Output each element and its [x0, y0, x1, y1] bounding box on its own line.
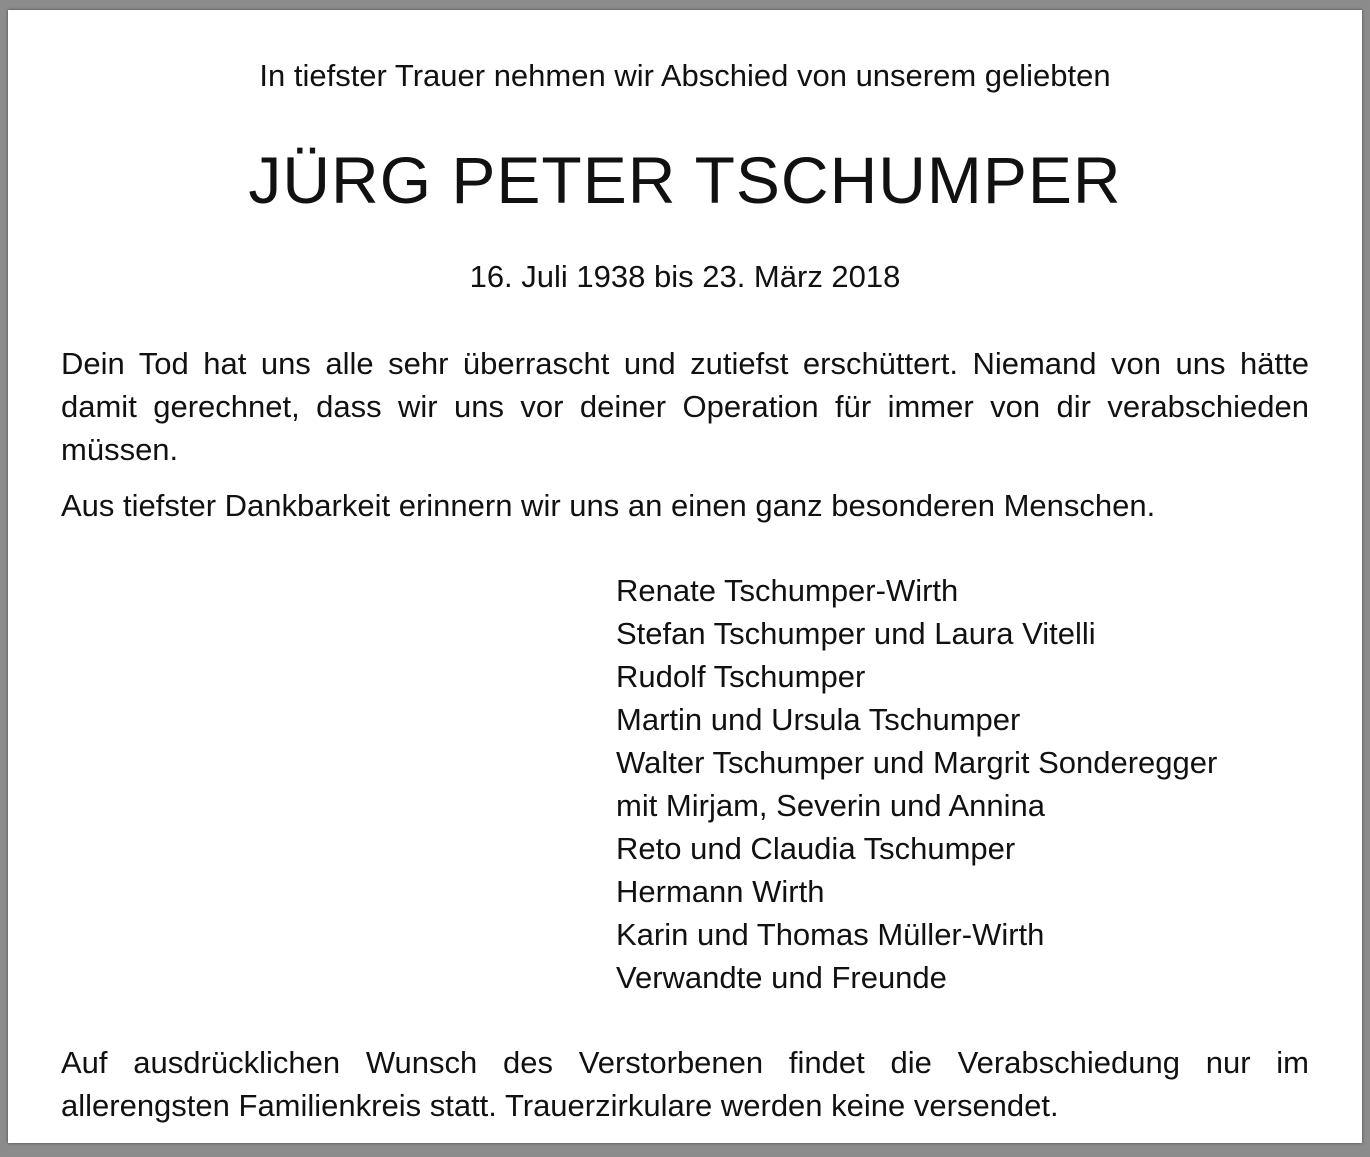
mourner-item: Reto und Claudia Tschumper [616, 831, 1016, 866]
message-paragraph: Dein Tod hat uns alle sehr überrascht und zutiefst erschüttert. Niemand von uns hätte damit gerechnet, dass wir uns vor deiner Operation für immer von dir verabschieden müssen. [61, 346, 1309, 467]
intro-line: In tiefster Trauer nehmen wir Abschied von unserem geliebten [259, 58, 1111, 93]
mourner-item: Karin und Thomas Müller-Wirth [616, 917, 1045, 952]
mourner-item: Martin und Ursula Tschumper [616, 702, 1021, 737]
closing-paragraph: Auf ausdrücklichen Wunsch des Verstorbenen findet die Verabschiedung nur im allerengsten Familienkreis statt. Trauerzirkulare werden keine versendet. [61, 1045, 1309, 1123]
gratitude-paragraph: Aus tiefster Dankbarkeit erinnern wir uns an einen ganz besonderen Menschen. [61, 488, 1156, 523]
mourner-item: Hermann Wirth [616, 874, 825, 909]
mourner-item: Walter Tschumper und Margrit Sonderegger [616, 745, 1218, 780]
mourner-item: Stefan Tschumper und Laura Vitelli [616, 616, 1096, 651]
mourner-item: mit Mirjam, Severin und Annina [616, 788, 1046, 823]
mourner-item: Rudolf Tschumper [616, 659, 866, 694]
deceased-name: JÜRG PETER TSCHUMPER [248, 143, 1122, 217]
mourner-item: Renate Tschumper-Wirth [616, 573, 959, 608]
mourners-list [616, 569, 1217, 999]
life-dates: 16. Juli 1938 bis 23. März 2018 [469, 259, 901, 294]
obituary-notice [8, 10, 1362, 1143]
mourner-item: Verwandte und Freunde [616, 960, 947, 995]
